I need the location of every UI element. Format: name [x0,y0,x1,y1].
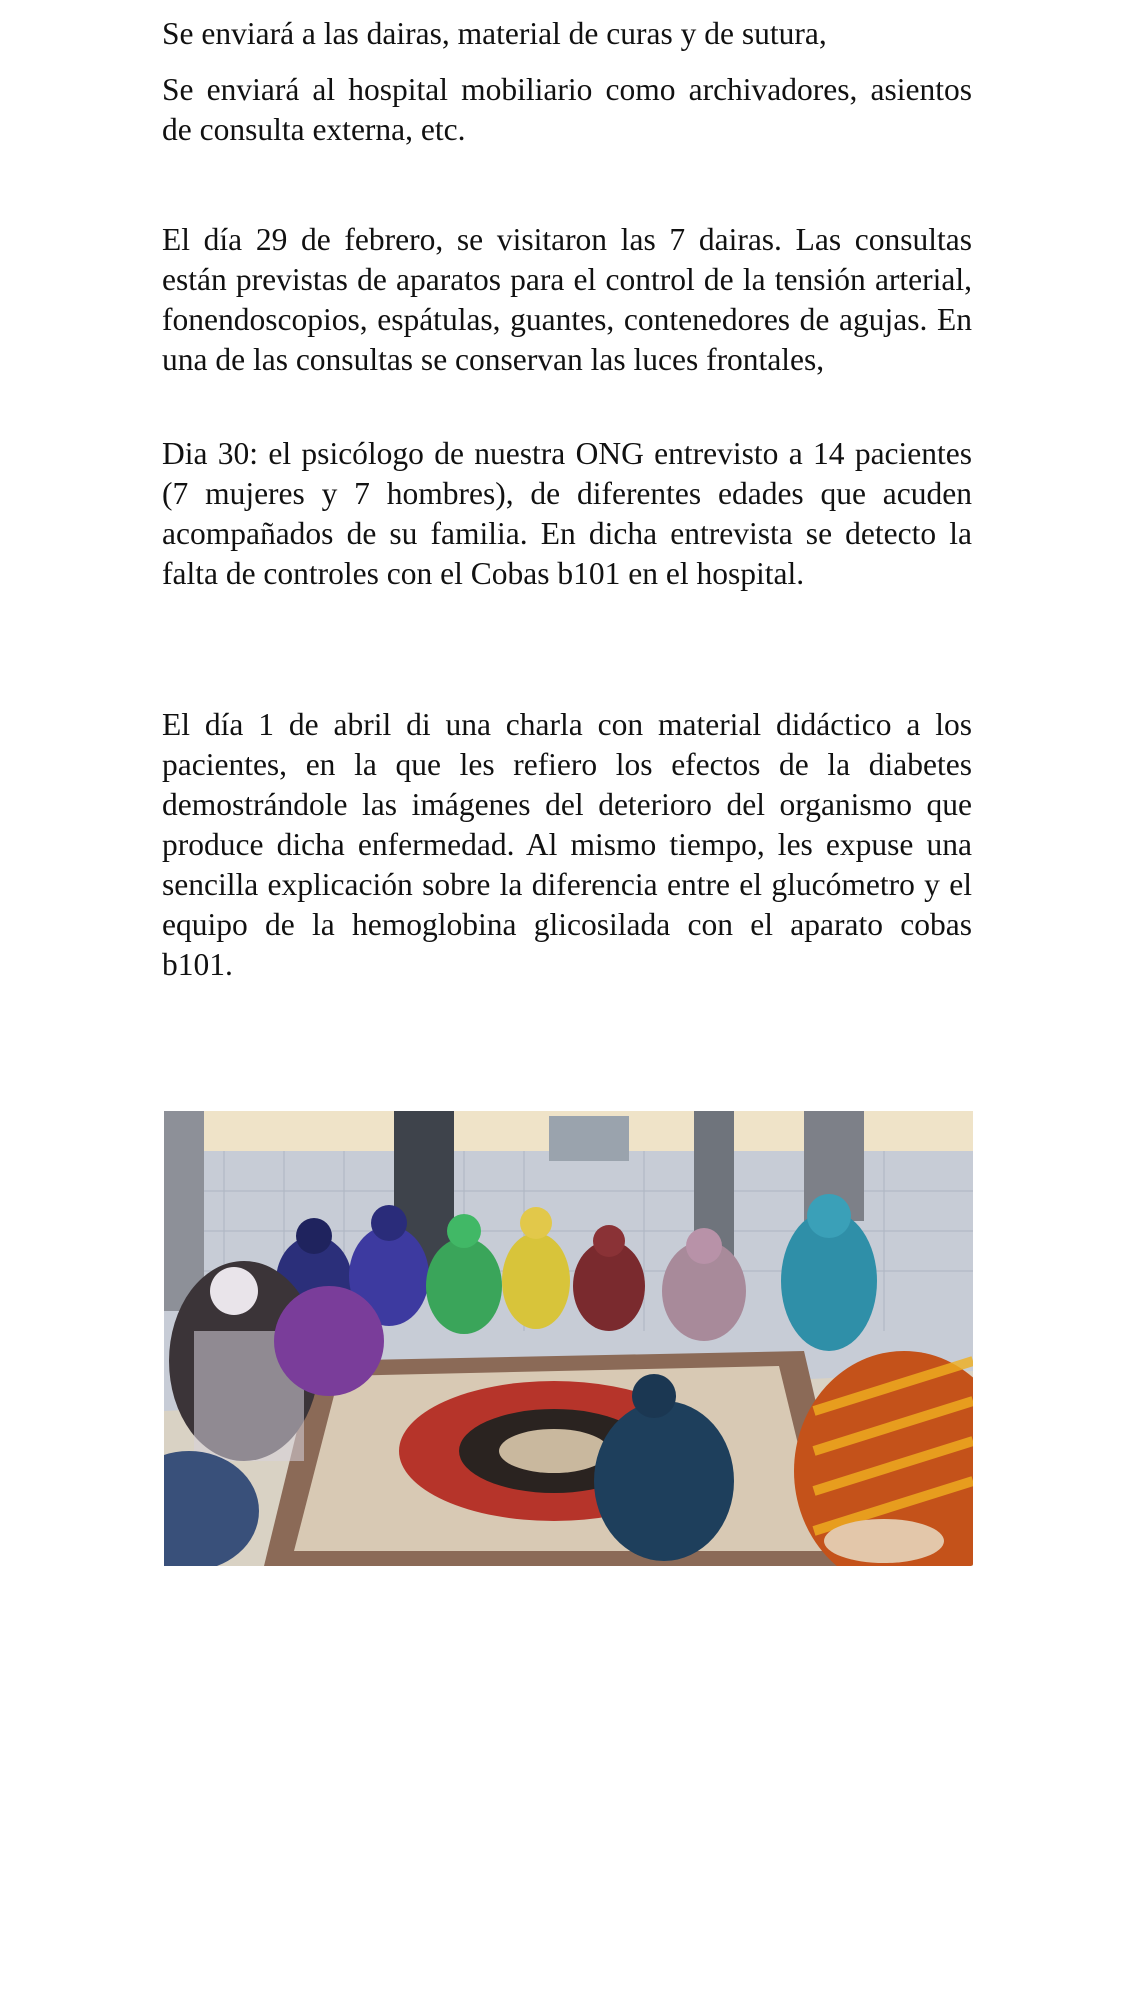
paragraph-april-talk: El día 1 de abril di una charla con material didáctico a los pacientes, en la que les refiero los efectos de la diabetes demostrándole las imágenes del deterioro del organismo que produce dicha enfermedad. Al mismo tiempo, les expuse una sencilla explicación sobre la diferencia entre el glucómetro y el equipo de la hemoglobina glicosilada con el aparato cobas b101. [162,707,972,982]
group-meeting-photo [164,1111,973,1566]
paragraph-hospital-furniture: Se enviará al hospital mobiliario como archivadores, asientos de consulta externa, etc. [162,72,972,147]
paragraph-february-visit: El día 29 de febrero, se visitaron las 7 dairas. Las consultas están previstas de aparatos para el control de la tensión arterial, fonendoscopios, espátulas, guantes, contenedores de agujas. En una de las consultas se conservan las luces frontales, [162,222,972,377]
paragraph-psychologist-interview: Dia 30: el psicólogo de nuestra ONG entrevisto a 14 pacientes (7 mujeres y 7 hombres), de diferentes edades que acuden acompañados de su familia. En dicha entrevista se detecto la falta de controles con el Cobas b101 en el hospital. [162,436,972,591]
paragraph-supplies-dairas: Se enviará a las dairas, material de curas y de sutura, [162,16,827,51]
